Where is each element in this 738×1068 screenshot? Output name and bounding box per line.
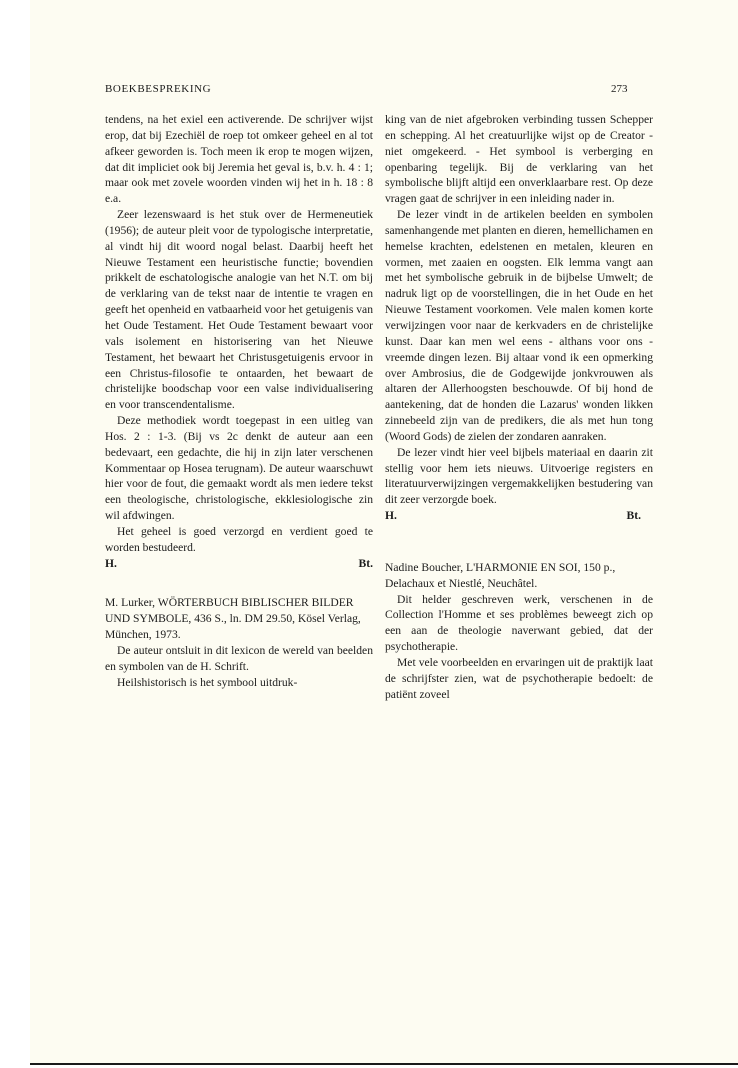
review-signature (105, 556, 373, 572)
signature-initials-right: Bt. (626, 509, 641, 523)
paragraph: Het geheel is goed verzorgd en verdient goed te worden bestudeerd. (105, 524, 373, 554)
right-column (385, 112, 653, 703)
review-signature (385, 508, 653, 524)
paragraph: De lezer vindt hier veel bijbels materiaal en daarin zit stellig voor hem iets nieuws. Uitvoerige registers en literatuurverwijzingen vergemakkelijken bestudering van dit zeer verzorgde boek. (385, 445, 653, 507)
running-header: BOEKBESPREKING (105, 83, 212, 95)
paragraph: Met vele voorbeelden en ervaringen uit de praktijk laat de schrijfster zien, wat de psychotherapie bedoelt: de patiënt zoveel (385, 656, 653, 701)
paragraph: Deze methodiek wordt toegepast in een uitleg van Hos. 2 : 1-3. (Bij vs 2c denkt de auteur aan een bedevaart, een gedachte, die hij in zijn later verschenen Kommentaar op Hosea terugnam). De auteur waarschuwt hier voor de fout, die gemaakt wordt als men iedere tekst een theologische, christologische, ekklesiologische zin wil afdwingen. (105, 414, 373, 523)
signature-initial: H. (105, 556, 117, 570)
paragraph: king van de niet afgebroken verbinding tussen Schepper en schepping. Al het creatuurlijke wijst op de Creator - niet omgekeerd. - Het symbool is verberging en openbaring tegelijk. Bij de verklaring van het symbolische blijft altijd een onverklaarbare rest. Op deze vragen gaat de schrijver in een inleiding nader in. (385, 113, 653, 206)
paragraph: tendens, na het exiel een activerende. De schrijver wijst erop, dat bij Ezechiël de roep tot omkeer geheel en al tot afkeer geworden is. Toch meen ik erop te mogen wijzen, dat dit impliciet ook bij Jeremia het geval is, b.v. h. 4 : 1; maar ook met zovele woorden vinden wij het in h. 18 : 8 e.a. (105, 113, 373, 206)
page-number: 273 (611, 83, 628, 95)
scanned-page (30, 0, 738, 1065)
review-heading: M. Lurker, WÖRTERBUCH BIBLISCHER BILDER UND SYMBOLE, 436 S., ln. DM 29.50, Kösel Verlag, München, 1973. (105, 596, 361, 642)
signature-initial: H. (385, 509, 397, 523)
paragraph: De lezer vindt in de artikelen beelden en symbolen samenhangende met planten en dieren, hemellichamen en hemelse krachten, edelstenen en metalen, kleuren en vormen, met zaaien en oogsten. Elk lemma vangt aan met het symbolische gebruik in de bijbelse Umwelt; de nadruk ligt op de voorstellingen, die in het Oude en het Nieuwe Testament voorkomen. Vele malen komen korte verwijzingen voor naar de kerkvaders en de christelijke kunst. Daar kan men wel eens - althans voor ons - vreemde dingen lezen. Bij altaar vond ik een opmerking over Ambrosius, die de Godgewijde jonkvrouwen als altaren der Allerhoogsten beschouwde. Of bij hond de aantekening, dat de honden die Lazarus' wonden likken zinnebeeld zijn van de predikers, die als met hun tong (Woord Gods) de zielen der zondaren aanraken. (385, 208, 653, 443)
paragraph: Heilshistorisch is het symbool uitdruk- (117, 675, 298, 689)
paragraph: De auteur ontsluit in dit lexicon de wereld van beelden en symbolen van de H. Schrift. (105, 644, 373, 673)
paragraph: Zeer lezenswaard is het stuk over de Hermeneutiek (1956); de auteur pleit voor de typologische interpretatie, al vindt hij dit woord nogal belast. Daarbij heeft het Nieuwe Testament een heuristische functie; bovendien prikkelt de eschatologische analogie van het N.T. om bij de verklaring van de tekst naar de intentie te vragen en geeft het openheid en vatbaarheid voor het getuigenis van het Oude Testament. Het Oude Testament bewaart voor vals isolement en historisering van het Nieuwe Testament, het bewaart het Christusgetuigenis ervoor in een Christus-filosofie te ontaarden, het bewaart de christelijke boodschap voor een valse individualisering en voor transcendentalisme. (105, 208, 373, 412)
signature-initials-right: Bt. (358, 556, 373, 570)
paragraph: Dit helder geschreven werk, verschenen in de Collection l'Homme et ses problèmes beweegt zich op een aan de theologie naverwant gebied, dat der psychotherapie. (385, 592, 653, 654)
review-heading: Nadine Boucher, L'HARMONIE EN SOI, 150 p., Delachaux et Niestlé, Neuchâtel. (385, 560, 616, 590)
left-column (105, 112, 373, 691)
